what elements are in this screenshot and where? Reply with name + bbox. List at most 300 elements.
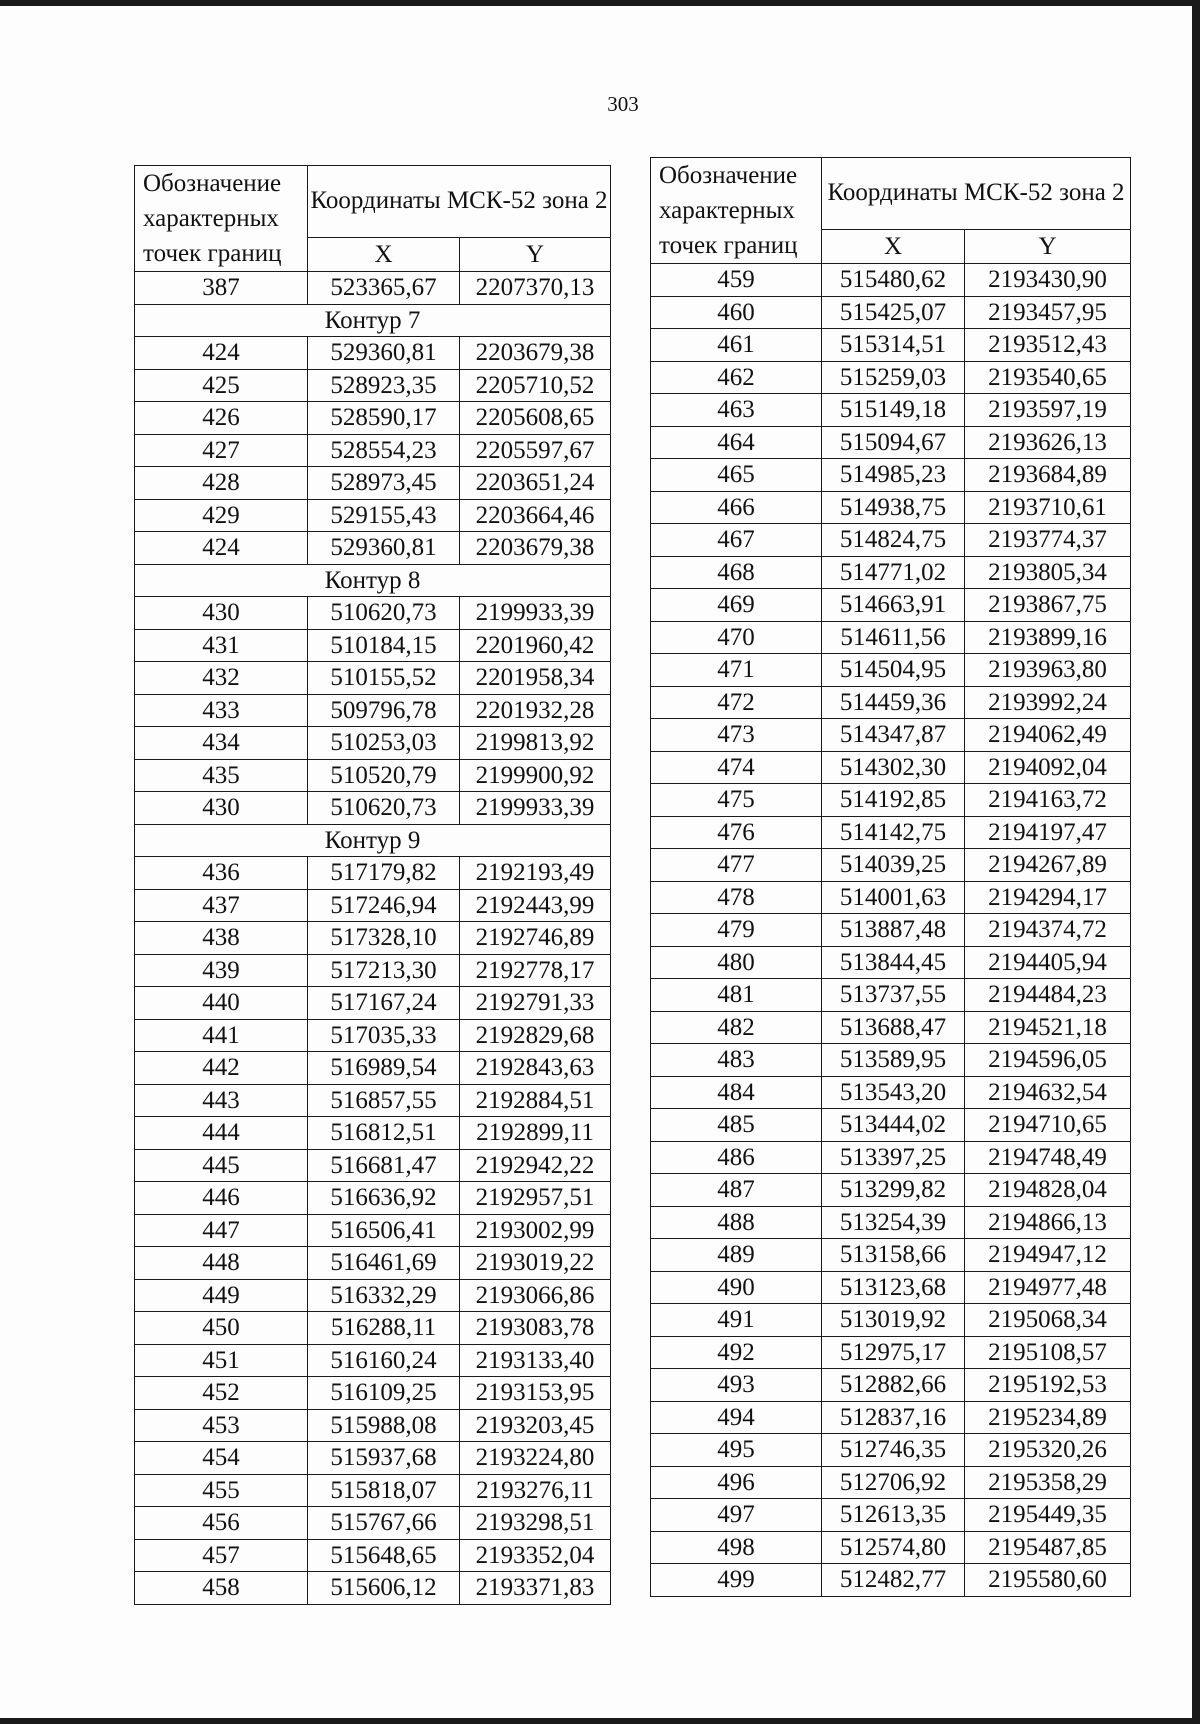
x-coordinate-cell: 515606,12 (308, 1572, 460, 1605)
table-row (651, 1336, 1131, 1369)
x-coordinate-cell: 513254,39 (822, 1206, 965, 1239)
point-id-cell: 466 (651, 491, 822, 524)
y-coordinate-cell: 2192957,51 (460, 1182, 611, 1215)
y-coordinate-cell: 2193019,22 (460, 1247, 611, 1280)
table-row (651, 719, 1131, 752)
x-coordinate-cell: 513444,02 (822, 1109, 965, 1142)
y-coordinate-cell: 2194748,49 (965, 1141, 1131, 1174)
point-id-cell: 449 (135, 1279, 308, 1312)
table-row (135, 272, 611, 305)
table-row (651, 654, 1131, 687)
table-row (651, 296, 1131, 329)
y-coordinate-cell: 2195580,60 (965, 1564, 1131, 1597)
table-row (135, 1442, 611, 1475)
y-coordinate-cell: 2193133,40 (460, 1344, 611, 1377)
x-coordinate-cell: 514611,56 (822, 621, 965, 654)
point-id-cell: 475 (651, 784, 822, 817)
table-row (135, 759, 611, 792)
x-coordinate-cell: 528923,35 (308, 369, 460, 402)
x-coordinate-cell: 517167,24 (308, 987, 460, 1020)
table-row (135, 792, 611, 825)
point-id-cell: 483 (651, 1044, 822, 1077)
point-id-cell: 429 (135, 499, 308, 532)
table-row (135, 922, 611, 955)
table-row (651, 686, 1131, 719)
y-coordinate-cell: 2205597,67 (460, 434, 611, 467)
y-coordinate-cell: 2193083,78 (460, 1312, 611, 1345)
point-id-cell: 473 (651, 719, 822, 752)
point-id-cell: 477 (651, 849, 822, 882)
table-row (651, 979, 1131, 1012)
x-coordinate-cell: 529360,81 (308, 532, 460, 565)
y-coordinate-cell: 2193710,61 (965, 491, 1131, 524)
x-coordinate-cell: 512882,66 (822, 1369, 965, 1402)
point-id-cell: 437 (135, 889, 308, 922)
point-id-cell: 432 (135, 662, 308, 695)
point-id-cell: 484 (651, 1076, 822, 1109)
y-coordinate-cell: 2194092,04 (965, 751, 1131, 784)
table-row (651, 1011, 1131, 1044)
y-coordinate-cell: 2193774,37 (965, 524, 1131, 557)
table-row (135, 369, 611, 402)
table-row (651, 1304, 1131, 1337)
point-id-cell: 476 (651, 816, 822, 849)
y-coordinate-cell: 2194197,47 (965, 816, 1131, 849)
point-id-cell: 446 (135, 1182, 308, 1215)
y-coordinate-cell: 2194632,54 (965, 1076, 1131, 1109)
y-coordinate-cell: 2192843,63 (460, 1052, 611, 1085)
x-coordinate-cell: 516160,24 (308, 1344, 460, 1377)
y-coordinate-cell: 2199900,92 (460, 759, 611, 792)
point-id-cell: 462 (651, 361, 822, 394)
table-row (135, 597, 611, 630)
x-coordinate-cell: 514504,95 (822, 654, 965, 687)
x-coordinate-cell: 516989,54 (308, 1052, 460, 1085)
x-coordinate-cell: 515149,18 (822, 394, 965, 427)
point-id-cell: 489 (651, 1239, 822, 1272)
y-coordinate-cell: 2203679,38 (460, 337, 611, 370)
x-coordinate-cell: 512574,80 (822, 1531, 965, 1564)
x-coordinate-cell: 510155,52 (308, 662, 460, 695)
y-coordinate-cell: 2192778,17 (460, 954, 611, 987)
y-coordinate-cell: 2192791,33 (460, 987, 611, 1020)
y-coordinate-cell: 2193867,75 (965, 589, 1131, 622)
table-row (651, 1434, 1131, 1467)
table-row (651, 329, 1131, 362)
contour-label: Контур 8 (135, 564, 611, 597)
y-header: Y (460, 237, 611, 271)
point-id-cell: 460 (651, 296, 822, 329)
table-row (135, 337, 611, 370)
table-row (651, 1044, 1131, 1077)
point-id-cell: 493 (651, 1369, 822, 1402)
x-coordinate-cell: 515094,67 (822, 426, 965, 459)
page-number: 303 (607, 92, 639, 116)
table-row (135, 1507, 611, 1540)
table-row (651, 556, 1131, 589)
y-coordinate-cell: 2194163,72 (965, 784, 1131, 817)
table-row (135, 467, 611, 500)
y-coordinate-cell: 2195487,85 (965, 1531, 1131, 1564)
contour-label: Контур 7 (135, 304, 611, 337)
y-coordinate-cell: 2192443,99 (460, 889, 611, 922)
x-coordinate-cell: 515314,51 (822, 329, 965, 362)
table-row (651, 1174, 1131, 1207)
point-id-cell: 441 (135, 1019, 308, 1052)
x-coordinate-cell: 515767,66 (308, 1507, 460, 1540)
y-coordinate-cell: 2193540,65 (965, 361, 1131, 394)
point-id-cell: 478 (651, 881, 822, 914)
point-id-cell: 428 (135, 467, 308, 500)
x-coordinate-cell: 516812,51 (308, 1117, 460, 1150)
x-coordinate-cell: 529155,43 (308, 499, 460, 532)
y-coordinate-cell: 2201932,28 (460, 694, 611, 727)
x-coordinate-cell: 516636,92 (308, 1182, 460, 1215)
y-coordinate-cell: 2193684,89 (965, 459, 1131, 492)
y-coordinate-cell: 2194828,04 (965, 1174, 1131, 1207)
x-coordinate-cell: 513397,25 (822, 1141, 965, 1174)
table-row (651, 1564, 1131, 1597)
x-coordinate-cell: 512837,16 (822, 1401, 965, 1434)
point-id-cell: 469 (651, 589, 822, 622)
table-row (135, 1279, 611, 1312)
y-coordinate-cell: 2193992,24 (965, 686, 1131, 719)
coords-header: Координаты МСК-52 зона 2 (822, 158, 1131, 230)
table-row (651, 524, 1131, 557)
point-id-cell: 456 (135, 1507, 308, 1540)
table-row (651, 946, 1131, 979)
y-coordinate-cell: 2195234,89 (965, 1401, 1131, 1434)
point-id-cell: 471 (651, 654, 822, 687)
point-id-cell: 425 (135, 369, 308, 402)
x-coordinate-cell: 515648,65 (308, 1539, 460, 1572)
contour-label: Контур 9 (135, 824, 611, 857)
table-row (135, 1539, 611, 1572)
y-coordinate-cell: 2193352,04 (460, 1539, 611, 1572)
x-coordinate-cell: 523365,67 (308, 272, 460, 305)
y-coordinate-cell: 2194521,18 (965, 1011, 1131, 1044)
y-coordinate-cell: 2192746,89 (460, 922, 611, 955)
point-id-cell: 438 (135, 922, 308, 955)
y-coordinate-cell: 2193430,90 (965, 264, 1131, 297)
y-coordinate-cell: 2192942,22 (460, 1149, 611, 1182)
x-coordinate-cell: 529360,81 (308, 337, 460, 370)
table-row (651, 1141, 1131, 1174)
table-row (651, 816, 1131, 849)
table-row (651, 264, 1131, 297)
point-id-cell: 448 (135, 1247, 308, 1280)
table-row (651, 394, 1131, 427)
y-coordinate-cell: 2194710,65 (965, 1109, 1131, 1142)
x-coordinate-cell: 510620,73 (308, 792, 460, 825)
point-id-cell: 481 (651, 979, 822, 1012)
y-coordinate-cell: 2194267,89 (965, 849, 1131, 882)
point-id-cell: 424 (135, 532, 308, 565)
table-row (651, 1239, 1131, 1272)
x-coordinate-cell: 517035,33 (308, 1019, 460, 1052)
point-id-cell: 457 (135, 1539, 308, 1572)
table-row (135, 1474, 611, 1507)
y-coordinate-cell: 2194374,72 (965, 914, 1131, 947)
y-coordinate-cell: 2201960,42 (460, 629, 611, 662)
y-coordinate-cell: 2193203,45 (460, 1409, 611, 1442)
point-id-cell: 430 (135, 792, 308, 825)
point-id-cell: 435 (135, 759, 308, 792)
y-coordinate-cell: 2203651,24 (460, 467, 611, 500)
y-coordinate-cell: 2195108,57 (965, 1336, 1131, 1369)
table-row (651, 1531, 1131, 1564)
y-coordinate-cell: 2194866,13 (965, 1206, 1131, 1239)
table-row (135, 954, 611, 987)
y-coordinate-cell: 2194596,05 (965, 1044, 1131, 1077)
table-row (135, 402, 611, 435)
table-row (651, 1401, 1131, 1434)
point-id-cell: 480 (651, 946, 822, 979)
y-coordinate-cell: 2194294,17 (965, 881, 1131, 914)
point-id-cell: 433 (135, 694, 308, 727)
x-coordinate-cell: 514824,75 (822, 524, 965, 557)
table-row (135, 694, 611, 727)
y-coordinate-cell: 2205608,65 (460, 402, 611, 435)
y-coordinate-cell: 2194062,49 (965, 719, 1131, 752)
y-coordinate-cell: 2194947,12 (965, 1239, 1131, 1272)
table-row (135, 499, 611, 532)
y-coordinate-cell: 2193626,13 (965, 426, 1131, 459)
table-row (135, 1344, 611, 1377)
table-row (651, 426, 1131, 459)
table-row (651, 459, 1131, 492)
point-id-cell: 464 (651, 426, 822, 459)
x-coordinate-cell: 513737,55 (822, 979, 965, 1012)
x-coordinate-cell: 514663,91 (822, 589, 965, 622)
x-coordinate-cell: 513123,68 (822, 1271, 965, 1304)
point-id-cell: 424 (135, 337, 308, 370)
y-coordinate-cell: 2193805,34 (965, 556, 1131, 589)
point-id-cell: 487 (651, 1174, 822, 1207)
y-coordinate-cell: 2205710,52 (460, 369, 611, 402)
y-coordinate-cell: 2194484,23 (965, 979, 1131, 1012)
table-row (135, 1214, 611, 1247)
y-coordinate-cell: 2192829,68 (460, 1019, 611, 1052)
x-coordinate-cell: 515259,03 (822, 361, 965, 394)
x-coordinate-cell: 514771,02 (822, 556, 965, 589)
x-coordinate-cell: 513299,82 (822, 1174, 965, 1207)
point-id-cell: 440 (135, 987, 308, 1020)
point-id-cell: 465 (651, 459, 822, 492)
y-header: Y (965, 229, 1131, 263)
table-row (651, 1466, 1131, 1499)
x-coordinate-cell: 510253,03 (308, 727, 460, 760)
y-coordinate-cell: 2193457,95 (965, 296, 1131, 329)
point-id-cell: 454 (135, 1442, 308, 1475)
y-coordinate-cell: 2192193,49 (460, 857, 611, 890)
point-id-cell: 444 (135, 1117, 308, 1150)
point-id-cell: 467 (651, 524, 822, 557)
table-row (651, 1109, 1131, 1142)
point-id-cell: 486 (651, 1141, 822, 1174)
x-header: X (308, 237, 460, 271)
x-coordinate-cell: 510184,15 (308, 629, 460, 662)
x-coordinate-cell: 514039,25 (822, 849, 965, 882)
point-id-cell: 452 (135, 1377, 308, 1410)
table-row (135, 1182, 611, 1215)
table-body-left (135, 272, 611, 1605)
x-coordinate-cell: 516461,69 (308, 1247, 460, 1280)
x-coordinate-cell: 512975,17 (822, 1336, 965, 1369)
table-row (135, 857, 611, 890)
x-coordinate-cell: 513844,45 (822, 946, 965, 979)
contour-row (135, 304, 611, 337)
x-coordinate-cell: 512613,35 (822, 1499, 965, 1532)
table-row (651, 1206, 1131, 1239)
x-coordinate-cell: 513589,95 (822, 1044, 965, 1077)
point-id-cell: 450 (135, 1312, 308, 1345)
table-row (135, 1019, 611, 1052)
y-coordinate-cell: 2195449,35 (965, 1499, 1131, 1532)
point-id-cell: 488 (651, 1206, 822, 1239)
table-row (135, 662, 611, 695)
y-coordinate-cell: 2193371,83 (460, 1572, 611, 1605)
table-row (135, 727, 611, 760)
x-coordinate-cell: 509796,78 (308, 694, 460, 727)
x-coordinate-cell: 512482,77 (822, 1564, 965, 1597)
point-id-cell: 431 (135, 629, 308, 662)
y-coordinate-cell: 2195320,26 (965, 1434, 1131, 1467)
x-coordinate-cell: 512746,35 (822, 1434, 965, 1467)
point-id-cell: 442 (135, 1052, 308, 1085)
coords-header: Координаты МСК-52 зона 2 (308, 166, 611, 238)
point-id-cell: 482 (651, 1011, 822, 1044)
point-id-cell: 427 (135, 434, 308, 467)
point-id-cell: 497 (651, 1499, 822, 1532)
point-id-cell: 485 (651, 1109, 822, 1142)
y-coordinate-cell: 2192899,11 (460, 1117, 611, 1150)
table-row (135, 987, 611, 1020)
point-id-cell: 451 (135, 1344, 308, 1377)
x-coordinate-cell: 513688,47 (822, 1011, 965, 1044)
y-coordinate-cell: 2193002,99 (460, 1214, 611, 1247)
x-coordinate-cell: 517179,82 (308, 857, 460, 890)
x-coordinate-cell: 514001,63 (822, 881, 965, 914)
point-id-cell: 479 (651, 914, 822, 947)
y-coordinate-cell: 2203664,46 (460, 499, 611, 532)
y-coordinate-cell: 2199813,92 (460, 727, 611, 760)
y-coordinate-cell: 2194405,94 (965, 946, 1131, 979)
x-coordinate-cell: 516288,11 (308, 1312, 460, 1345)
x-coordinate-cell: 517246,94 (308, 889, 460, 922)
x-coordinate-cell: 514347,87 (822, 719, 965, 752)
x-coordinate-cell: 514985,23 (822, 459, 965, 492)
y-coordinate-cell: 2194977,48 (965, 1271, 1131, 1304)
y-coordinate-cell: 2193224,80 (460, 1442, 611, 1475)
y-coordinate-cell: 2195358,29 (965, 1466, 1131, 1499)
y-coordinate-cell: 2203679,38 (460, 532, 611, 565)
table-row (651, 1499, 1131, 1532)
x-coordinate-cell: 515988,08 (308, 1409, 460, 1442)
y-coordinate-cell: 2193899,16 (965, 621, 1131, 654)
y-coordinate-cell: 2193153,95 (460, 1377, 611, 1410)
point-id-cell: 470 (651, 621, 822, 654)
point-id-cell: 490 (651, 1271, 822, 1304)
y-coordinate-cell: 2193276,11 (460, 1474, 611, 1507)
point-id-cell: 458 (135, 1572, 308, 1605)
point-id-cell: 498 (651, 1531, 822, 1564)
table-row (135, 1149, 611, 1182)
point-id-cell: 436 (135, 857, 308, 890)
table-row (651, 1076, 1131, 1109)
table-row (135, 629, 611, 662)
x-header: X (822, 229, 965, 263)
y-coordinate-cell: 2199933,39 (460, 792, 611, 825)
point-id-cell: 492 (651, 1336, 822, 1369)
x-coordinate-cell: 516109,25 (308, 1377, 460, 1410)
x-coordinate-cell: 516332,29 (308, 1279, 460, 1312)
x-coordinate-cell: 513019,92 (822, 1304, 965, 1337)
table-row (651, 491, 1131, 524)
point-id-cell: 445 (135, 1149, 308, 1182)
table-row (135, 1312, 611, 1345)
x-coordinate-cell: 517328,10 (308, 922, 460, 955)
x-coordinate-cell: 515425,07 (822, 296, 965, 329)
point-id-cell: 494 (651, 1401, 822, 1434)
table-row (651, 621, 1131, 654)
point-id-cell: 459 (651, 264, 822, 297)
point-id-cell: 443 (135, 1084, 308, 1117)
point-id-cell: 468 (651, 556, 822, 589)
table-row (135, 1052, 611, 1085)
x-coordinate-cell: 515818,07 (308, 1474, 460, 1507)
table-row (135, 1377, 611, 1410)
y-coordinate-cell: 2207370,13 (460, 272, 611, 305)
point-id-cell: 499 (651, 1564, 822, 1597)
y-coordinate-cell: 2193963,80 (965, 654, 1131, 687)
y-coordinate-cell: 2193298,51 (460, 1507, 611, 1540)
contour-row (135, 564, 611, 597)
table-row (651, 589, 1131, 622)
table-row (135, 434, 611, 467)
point-id-cell: 455 (135, 1474, 308, 1507)
coordinates-table-left (134, 165, 611, 1605)
point-id-cell: 453 (135, 1409, 308, 1442)
table-row (135, 532, 611, 565)
point-id-cell: 434 (135, 727, 308, 760)
contour-row (135, 824, 611, 857)
point-id-cell: 430 (135, 597, 308, 630)
x-coordinate-cell: 515480,62 (822, 264, 965, 297)
table-row (135, 1247, 611, 1280)
table-row (651, 1369, 1131, 1402)
point-id-cell: 439 (135, 954, 308, 987)
table-row (651, 784, 1131, 817)
x-coordinate-cell: 513543,20 (822, 1076, 965, 1109)
table-row (135, 1572, 611, 1605)
x-coordinate-cell: 512706,92 (822, 1466, 965, 1499)
point-label-header: Обозначение характерных точек границ (135, 166, 308, 272)
point-id-cell: 491 (651, 1304, 822, 1337)
x-coordinate-cell: 528554,23 (308, 434, 460, 467)
x-coordinate-cell: 514302,30 (822, 751, 965, 784)
x-coordinate-cell: 514192,85 (822, 784, 965, 817)
x-coordinate-cell: 528973,45 (308, 467, 460, 500)
x-coordinate-cell: 514938,75 (822, 491, 965, 524)
point-id-cell: 496 (651, 1466, 822, 1499)
y-coordinate-cell: 2199933,39 (460, 597, 611, 630)
point-id-cell: 447 (135, 1214, 308, 1247)
point-id-cell: 495 (651, 1434, 822, 1467)
point-id-cell: 472 (651, 686, 822, 719)
point-id-cell: 474 (651, 751, 822, 784)
x-coordinate-cell: 510520,79 (308, 759, 460, 792)
